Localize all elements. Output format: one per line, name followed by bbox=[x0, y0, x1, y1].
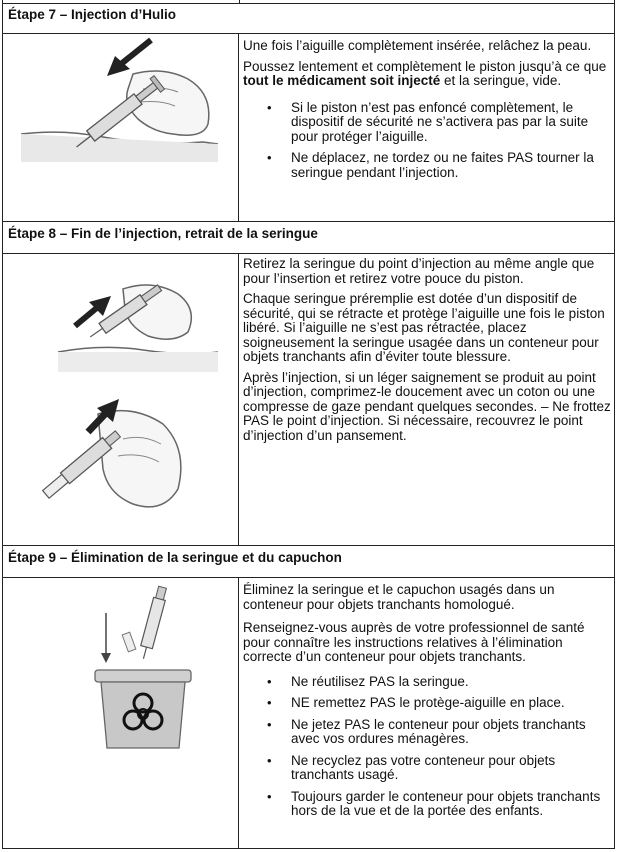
step7-bullet-list bbox=[243, 101, 613, 181]
step8-image-cell bbox=[3, 254, 239, 545]
step9-paragraph-2: Renseignez-vous auprès de votre professionnel de santé pour connaître les instructions relatives à l’élimination correcte d’un conteneur pour objets tranchants. bbox=[243, 620, 585, 664]
syringe-withdrawal-illustration bbox=[3, 254, 238, 384]
list-item: • Ne recyclez pas votre conteneur pour objets tranchants usagé. bbox=[243, 754, 613, 783]
step7-bold-text: tout le médicament soit injecté bbox=[243, 73, 441, 88]
step7-title: Étape 7 – Injection d’Hulio bbox=[8, 7, 177, 22]
step9-text-cell bbox=[243, 583, 613, 826]
step8-paragraph-3: Après l’injection, si un léger saignement se produit au point d’injection, comprimez-le doucement avec un coton ou une compresse de gaze pendant quelques secondes. – Ne frottez PAS le point d’injection. Si nécessaire, recouvrez le point d’injection d’un pansement. bbox=[243, 369, 611, 443]
instruction-table bbox=[2, 0, 615, 849]
list-item: • NE remettez PAS le protège-aiguille en place. bbox=[243, 696, 613, 711]
step8-paragraph-1: Retirez la seringue du point d’injection au même angle que pour l’insertion et retirez votre pouce du piston. bbox=[243, 256, 595, 286]
sharps-disposal-container-biohazard-illustration bbox=[3, 578, 238, 849]
step9-title: Étape 9 – Élimination de la seringue et du capuchon bbox=[8, 550, 342, 565]
step8-title: Étape 8 – Fin de l’injection, retrait de la seringue bbox=[8, 226, 318, 241]
syringe-safety-retraction-illustration bbox=[3, 384, 238, 544]
step7-image-cell bbox=[3, 34, 239, 221]
step7-row bbox=[3, 34, 614, 221]
step7-text-cell bbox=[243, 39, 613, 187]
step7-paragraph-1: Une fois l’aiguille complètement insérée, relâchez la peau. bbox=[243, 38, 592, 53]
list-item: • Toujours garder le conteneur pour objets tranchants hors de la vue et de la portée des enfants. bbox=[243, 790, 613, 819]
step8-row bbox=[3, 254, 614, 545]
hand-injecting-syringe-illustration bbox=[3, 34, 238, 221]
step9-image-cell bbox=[3, 578, 239, 849]
step7-paragraph-2: Poussez lentement et complètement le piston jusqu’à ce que tout le médicament soit injecté et la seringue, vide. bbox=[243, 58, 607, 88]
list-item: • Ne réutilisez PAS la seringue. bbox=[243, 675, 613, 690]
step9-paragraph-1: Éliminez la seringue et le capuchon usagés dans un conteneur pour objets tranchants homologué. bbox=[243, 582, 555, 612]
step9-header bbox=[3, 545, 614, 578]
step8-text-cell bbox=[243, 257, 613, 449]
step9-bullet-list bbox=[243, 675, 613, 819]
step8-header bbox=[3, 221, 614, 254]
list-item: • Si le piston n’est pas enfoncé complètement, le dispositif de sécurité ne s’activera pas par la suite pour protéger l’aiguille. bbox=[243, 101, 613, 145]
list-item: • Ne jetez PAS le conteneur pour objets tranchants avec vos ordures ménagères. bbox=[243, 718, 613, 747]
step8-paragraph-2: Chaque seringue préremplie est dotée d’un dispositif de sécurité, qui se rétracte et protège l’aiguille une fois le piston libéré. Si l’aiguille ne s’est pas rétractée, placez soigneusement la seringue usagée dans un conteneur pour objets tranchants afin d’éviter toute blessure. bbox=[243, 291, 605, 364]
list-item: • Ne déplacez, ne tordez ou ne faites PAS tourner la seringue pendant l’injection. bbox=[243, 151, 613, 180]
step7-header bbox=[3, 3, 614, 34]
step9-row bbox=[3, 578, 614, 849]
